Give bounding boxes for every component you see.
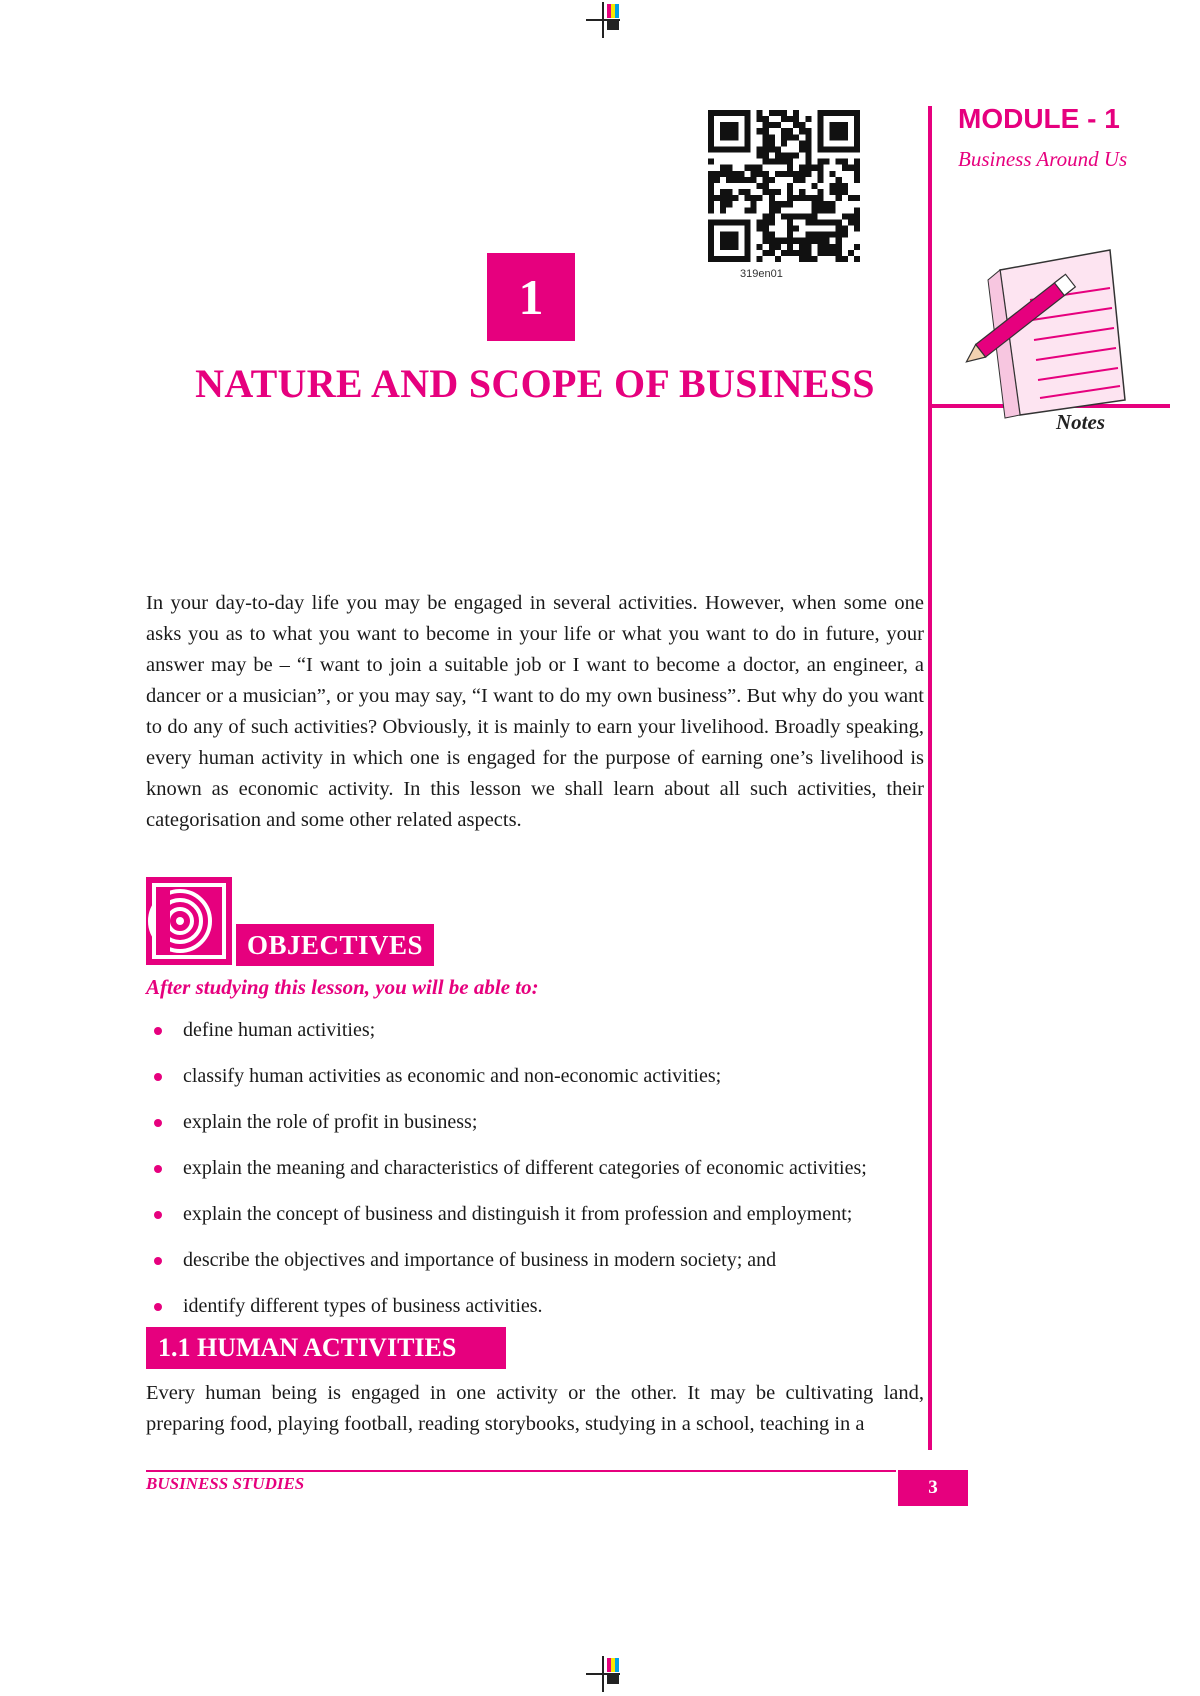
objectives-heading: OBJECTIVES: [236, 924, 434, 966]
footer-rule: [146, 1470, 896, 1472]
bullet-icon: [154, 1165, 162, 1173]
list-item: classify human activities as economic and non-economic activities;: [146, 1062, 936, 1108]
list-item: explain the concept of business and distinguish it from profession and employment;: [146, 1200, 936, 1246]
objectives-lead: After studying this lesson, you will be able to:: [146, 975, 539, 999]
footer-label: BUSINESS STUDIES: [146, 1474, 305, 1493]
notepad-pencil-icon: [960, 240, 1130, 420]
section-heading: 1.1 HUMAN ACTIVITIES: [146, 1327, 506, 1369]
qr-code-label: 319en01: [740, 268, 783, 280]
bullet-icon: [154, 1027, 162, 1035]
registration-mark-bottom-icon: [586, 1656, 620, 1692]
module-subtitle: Business Around Us: [958, 147, 1128, 171]
bullet-icon: [154, 1211, 162, 1219]
objectives-list: [146, 1016, 936, 1338]
intro-paragraph: In your day-to-day life you may be engaged in several activities. However, when some one asks you as to what you want to become in your life or what you want to do in future, your answer may be – “I want to join a suitable job or I want to become a doctor, an engineer, a dancer or a musician”, or you may say, “I want to do my own business”. But why do you want to do any of such activities? Obviously, it is mainly to earn your livelihood. Broadly speaking, every human activity in which one is engaged for the purpose of earning one’s livelihood is known as economic activity. In this lesson we shall learn about all such activities, their categorisation and some other related aspects.: [146, 592, 924, 831]
bullet-icon: [154, 1073, 162, 1081]
list-item: define human activities;: [146, 1016, 936, 1062]
notes-label: Notes: [1056, 410, 1105, 434]
registration-mark-top-icon: [586, 2, 620, 38]
bullet-icon: [154, 1257, 162, 1265]
concentric-target-icon: [146, 877, 232, 965]
chapter-title: NATURE AND SCOPE OF BUSINESS: [195, 361, 875, 406]
page-number: 3: [898, 1470, 968, 1506]
module-label: MODULE - 1: [958, 103, 1120, 134]
list-item: explain the meaning and characteristics of different categories of economic activities;: [146, 1154, 936, 1200]
list-item: identify different types of business activities.: [146, 1292, 936, 1338]
qr-code-icon: [708, 110, 860, 262]
bullet-icon: [154, 1303, 162, 1311]
list-item: explain the role of profit in business;: [146, 1108, 936, 1154]
section-body: Every human being is engaged in one activity or the other. It may be cultivating land, preparing food, playing football, reading storybooks, studying in a school, teaching in a: [146, 1382, 924, 1435]
chapter-number: 1: [487, 253, 575, 341]
bullet-icon: [154, 1119, 162, 1127]
list-item: describe the objectives and importance of business in modern society; and: [146, 1246, 936, 1292]
